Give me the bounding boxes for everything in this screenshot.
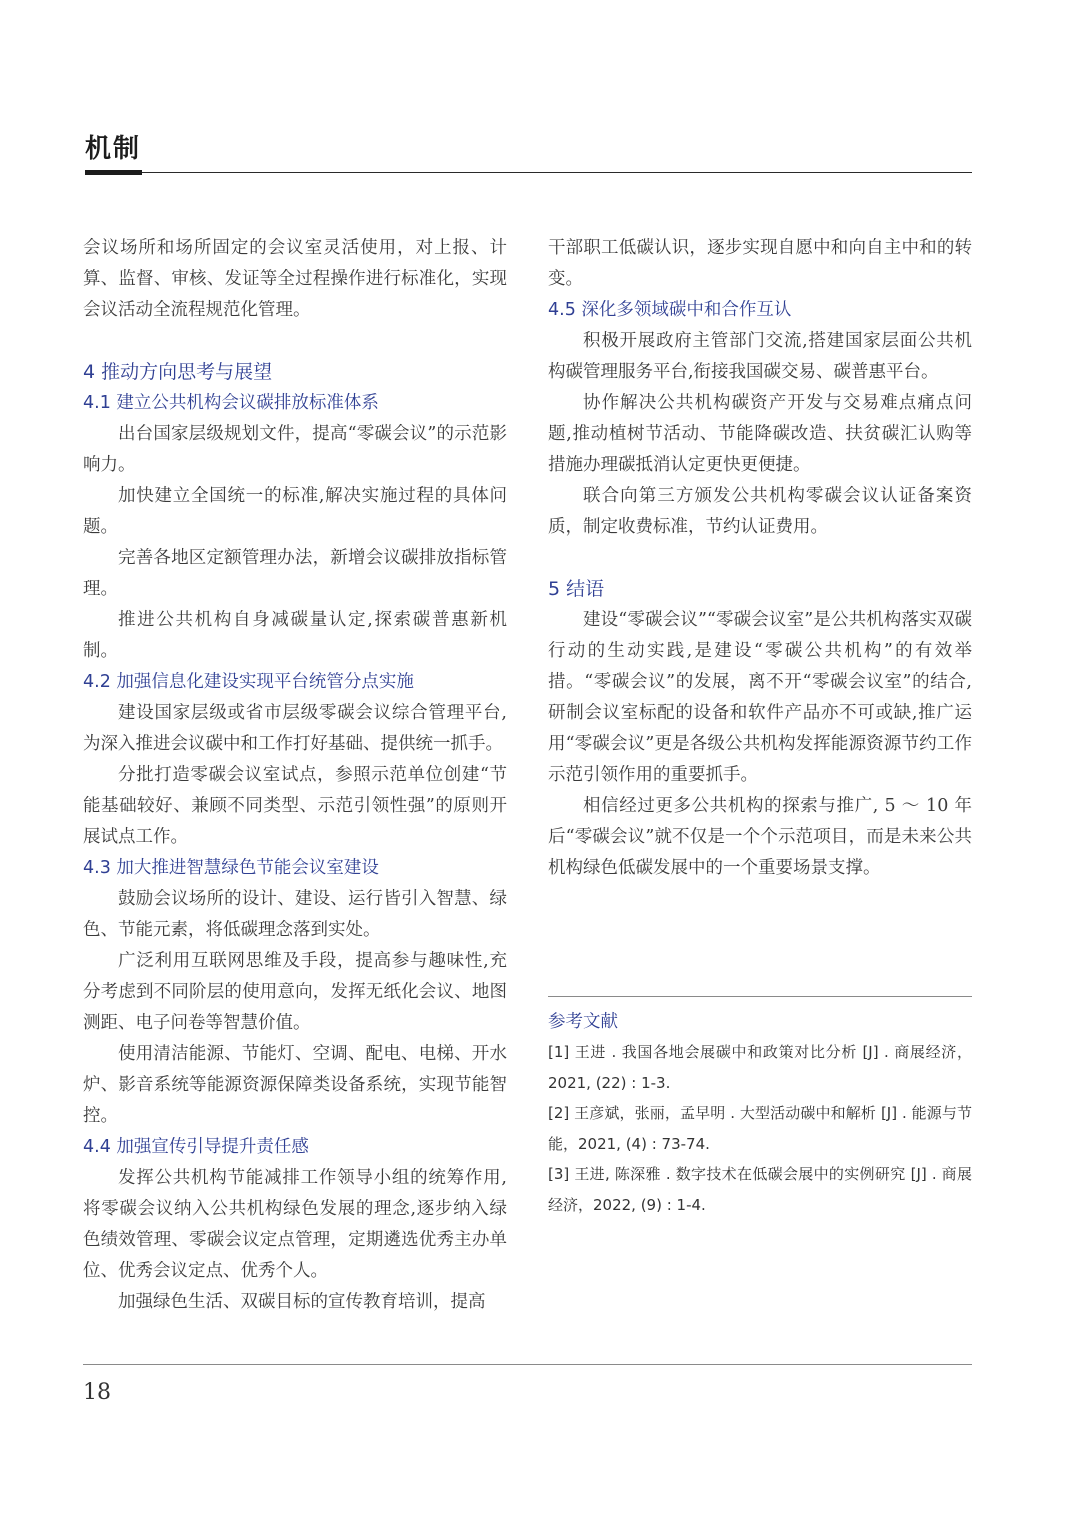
footer-rule [83, 1364, 972, 1365]
section-4-heading: 4 推动方向思考与展望 [83, 361, 273, 383]
paragraph: 协作解决公共机构碳资产开发与交易难点痛点问题,推动植树节活动、节能降碳改造、扶贫碳汇认购等措施办理碳抵消认定更快更便捷。 [548, 393, 972, 475]
paragraph: 鼓励会议场所的设计、建设、运行皆引入智慧、绿色、节能元素，将低碳理念落到实处。 [83, 889, 507, 940]
references-rule [548, 996, 972, 997]
paragraph: 加快建立全国统一的标准,解决实施过程的具体问题。 [83, 486, 507, 537]
section-4-3-heading: 4.3 加大推进智慧绿色节能会议室建设 [83, 858, 379, 878]
section-4-1-heading: 4.1 建立公共机构会议碳排放标准体系 [83, 393, 379, 413]
references-title: 参考文献 [548, 1012, 618, 1032]
intro-paragraph: 会议场所和场所固定的会议室灵活使用，对上报、计算、监督、审核、发证等全过程操作进行标准化，实现会议活动全流程规范化管理。 [83, 238, 507, 320]
section-title: 机制 [85, 134, 142, 164]
title-accent-bar [85, 170, 142, 175]
paragraph: 加强绿色生活、双碳目标的宣传教育培训，提高 [118, 1292, 486, 1312]
paragraph: 相信经过更多公共机构的探索与推广, 5 ～ 10 年后“零碳会议”就不仅是一个个示范项目，而是未来公共机构绿色低碳发展中的一个重要场景支撑。 [548, 796, 972, 878]
paragraph: 联合向第三方颁发公共机构零碳会议认证备案资质，制定收费标准，节约认证费用。 [548, 486, 972, 537]
right-column [548, 233, 972, 884]
paragraph: 推进公共机构自身减碳量认定,探索碳普惠新机制。 [83, 610, 507, 661]
reference-item: [2] 王彦斌，张丽，孟早明 . 大型活动碳中和解析 [J] . 能源与节能，2021, (4) : 73-74. [548, 1104, 972, 1153]
section-4-2-heading: 4.2 加强信息化建设实现平台统管分点实施 [83, 672, 414, 692]
page-number: 18 [83, 1380, 111, 1405]
paragraph: 完善各地区定额管理办法，新增会议碳排放指标管理。 [83, 548, 507, 599]
reference-item: [1] 王进 . 我国各地会展碳中和政策对比分析 [J] . 商展经济，2021, (22) : 1-3. [548, 1043, 972, 1092]
paragraph: 分批打造零碳会议室试点，参照示范单位创建“节能基础较好、兼顾不同类型、示范引领性强”的原则开展试点工作。 [83, 765, 507, 847]
continuation-paragraph: 干部职工低碳认识，逐步实现自愿中和向自主中和的转变。 [548, 238, 972, 289]
title-rule [85, 172, 972, 173]
spacer [548, 543, 972, 574]
section-5-heading: 5 结语 [548, 578, 605, 600]
reference-item: [3] 王进, 陈深雅 . 数字技术在低碳会展中的实例研究 [J] . 商展经济，2022, (9) : 1-4. [548, 1165, 972, 1214]
paragraph: 建设国家层级或省市层级零碳会议综合管理平台,为深入推进会议碳中和工作打好基础、提供统一抓手。 [83, 703, 507, 754]
paragraph: 出台国家层级规划文件，提高“零碳会议”的示范影响力。 [83, 424, 507, 475]
paragraph: 使用清洁能源、节能灯、空调、配电、电梯、开水炉、影音系统等能源资源保障类设备系统，实现节能智控。 [83, 1044, 507, 1126]
section-4-5-heading: 4.5 深化多领域碳中和合作互认 [548, 300, 792, 320]
paragraph: 广泛利用互联网思维及手段，提高参与趣味性,充分考虑到不同阶层的使用意向，发挥无纸化会议、地图测距、电子问卷等智慧价值。 [83, 951, 507, 1033]
left-column [83, 233, 507, 1318]
references-section [548, 996, 972, 1220]
paragraph: 发挥公共机构节能减排工作领导小组的统筹作用,将零碳会议纳入公共机构绿色发展的理念,逐步纳入绿色绩效管理、零碳会议定点管理，定期遴选优秀主办单位、优秀会议定点、优秀个人。 [83, 1168, 507, 1281]
paragraph: 建设“零碳会议”“零碳会议室”是公共机构落实双碳行动的生动实践,是建设“零碳公共机构”的有效举措。“零碳会议”的发展，离不开“零碳会议室”的结合,研制会议室标配的设备和软件产品亦不可或缺,推广运用“零碳会议”更是各级公共机构发挥能源资源节约工作示范引领作用的重要抓手。 [548, 610, 972, 785]
section-4-4-heading: 4.4 加强宣传引导提升责任感 [83, 1137, 309, 1157]
paragraph: 积极开展政府主管部门交流,搭建国家层面公共机构碳管理服务平台,衔接我国碳交易、碳普惠平台。 [548, 331, 972, 382]
spacer [83, 326, 507, 357]
